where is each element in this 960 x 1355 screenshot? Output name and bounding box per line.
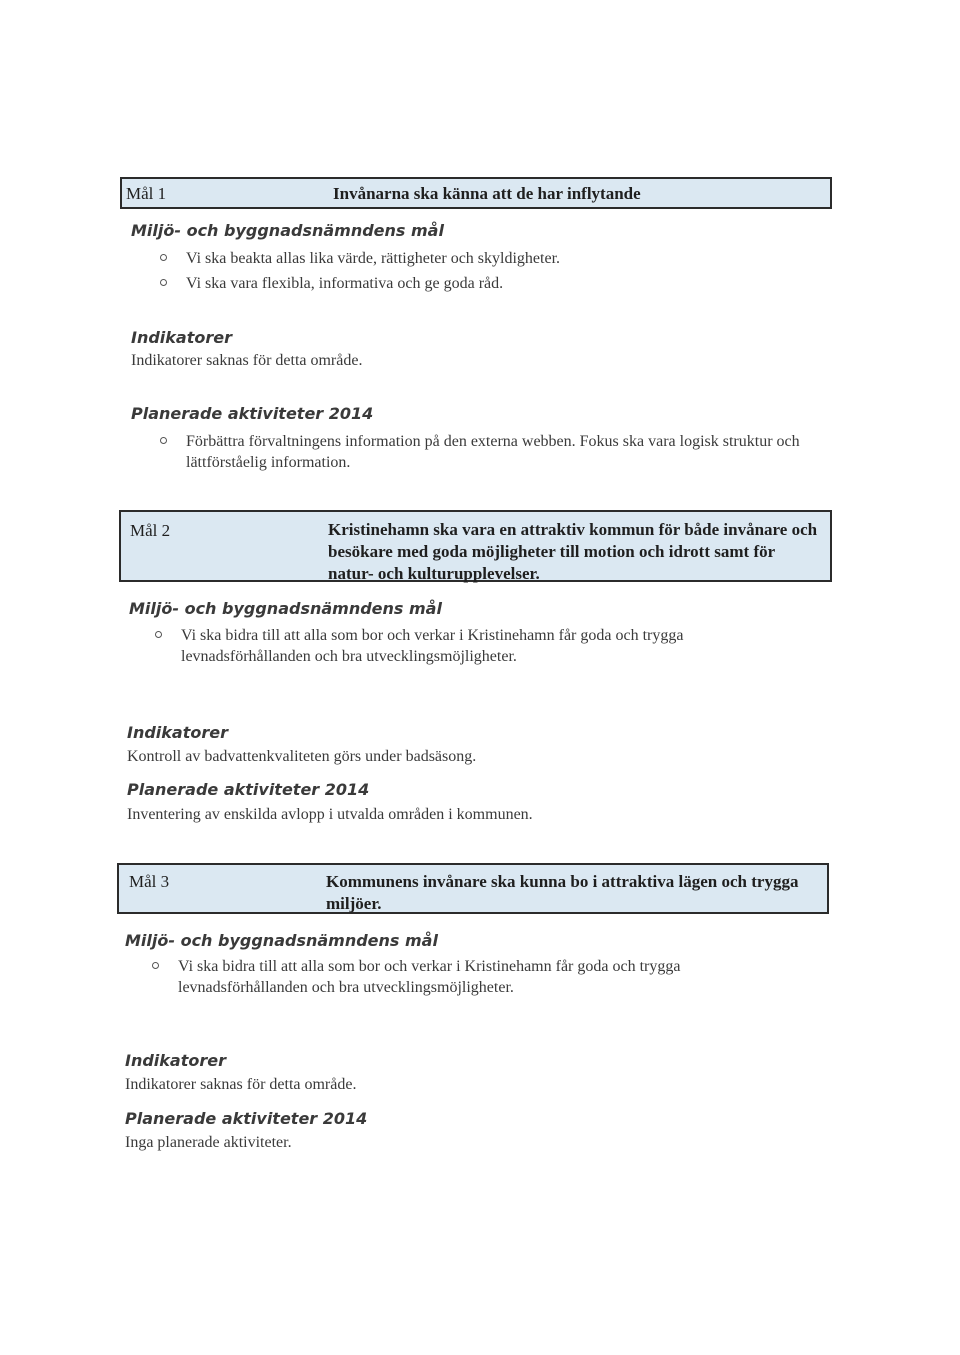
goal-3-title: Kommunens invånare ska kunna bo i attraktiva lägen och trygga miljöer. bbox=[326, 872, 799, 913]
goal-1-title: Invånarna ska känna att de har inflytande bbox=[333, 184, 641, 203]
goal-3-label: Mål 3 bbox=[129, 872, 170, 891]
bullet-icon bbox=[152, 962, 159, 969]
goal-2-title: Kristinehamn ska vara en attraktiv kommun för både invånare och besökare med goda möjligheter till motion och idrott samt för natur- och kulturupplevelser. bbox=[328, 520, 818, 583]
goal-2-box bbox=[119, 510, 832, 582]
bullet-icon bbox=[155, 631, 162, 638]
goal-2-committee-heading: Miljö- och byggnadsnämndens mål bbox=[129, 599, 442, 618]
goal-3-activities-text: Inga planerade aktiviteter. bbox=[125, 1134, 292, 1151]
goal-1-label: Mål 1 bbox=[126, 184, 167, 203]
goal-3-committee-heading: Miljö- och byggnadsnämndens mål bbox=[125, 931, 438, 950]
bullet-icon bbox=[160, 437, 167, 444]
goal-3-indicators-text: Indikatorer saknas för detta område. bbox=[125, 1076, 357, 1093]
goal-3-box bbox=[117, 863, 829, 914]
goal-2-activities-text: Inventering av enskilda avlopp i utvalda områden i kommunen. bbox=[127, 806, 533, 823]
bullet-icon bbox=[160, 279, 167, 286]
goal-2-indicators-heading: Indikatorer bbox=[127, 723, 228, 742]
goal-2-indicators-text: Kontroll av badvattenkvaliteten görs under badsäsong. bbox=[127, 748, 477, 765]
goal-3-indicators-heading: Indikatorer bbox=[125, 1051, 226, 1070]
goal-2-activities-heading: Planerade aktiviteter 2014 bbox=[127, 780, 370, 799]
goal-1-box bbox=[120, 177, 832, 209]
goal-1-indicators-text: Indikatorer saknas för detta område. bbox=[131, 352, 363, 369]
goal-1-activities-heading: Planerade aktiviteter 2014 bbox=[131, 404, 374, 423]
goal-2-label: Mål 2 bbox=[130, 521, 171, 540]
goal-1-indicators-heading: Indikatorer bbox=[131, 328, 232, 347]
goal-3-activities-heading: Planerade aktiviteter 2014 bbox=[125, 1109, 368, 1128]
goal-1-committee-heading: Miljö- och byggnadsnämndens mål bbox=[131, 221, 444, 240]
bullet-icon bbox=[160, 254, 167, 261]
